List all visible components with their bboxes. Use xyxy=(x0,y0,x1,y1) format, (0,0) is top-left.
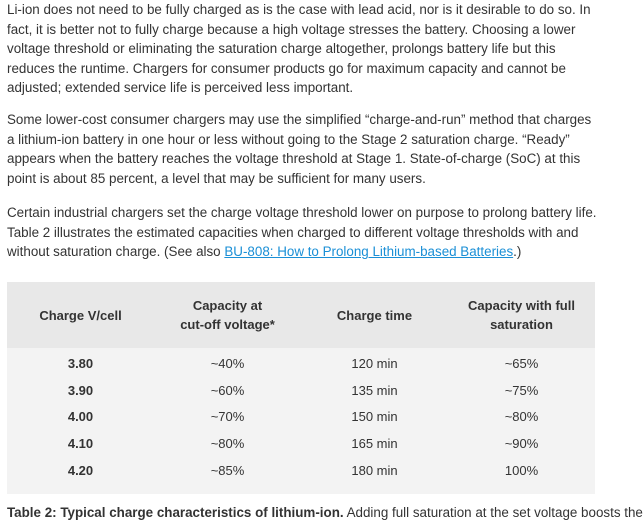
cell-charge-time: 180 min xyxy=(351,463,398,479)
cell-charge-time: 135 min xyxy=(351,382,398,398)
cell-charge-time: 150 min xyxy=(351,409,398,425)
cell-capacity-cutoff: ~60% xyxy=(210,382,245,398)
cell-charge-time: 120 min xyxy=(351,355,398,371)
cell-charge-time: 165 min xyxy=(351,436,398,452)
cell-voltage: 4.20 xyxy=(67,463,94,479)
header-capacity-full-line1: Capacity with full xyxy=(468,298,575,313)
cell-capacity-full: ~90% xyxy=(504,436,539,452)
paragraph-text-after-link: .) xyxy=(513,244,522,260)
cell-voltage: 4.10 xyxy=(67,436,94,452)
cell-capacity-cutoff: ~40% xyxy=(210,355,245,371)
cell-voltage: 4.00 xyxy=(67,409,94,425)
table-row xyxy=(7,377,595,404)
header-capacity-full-saturation xyxy=(448,282,595,348)
paragraph-charge-and-run: Some lower-cost consumer chargers may use the simplified “charge-and-run” method that charges a lithium-ion battery in one hour or less without going to the Stage 2 saturation charge. “Ready” appears when the battery reaches the voltage threshold at Stage 1. State-of-charge (SoC) at this point is about 85 percent, a level that may be sufficient for many users. xyxy=(7,112,592,186)
cell-capacity-cutoff: ~85% xyxy=(210,463,245,479)
cell-capacity-full: ~75% xyxy=(504,382,539,398)
cell-capacity-cutoff: ~80% xyxy=(210,436,245,452)
header-charge-time: Charge time xyxy=(336,307,413,323)
table-row xyxy=(7,350,595,377)
table-row xyxy=(7,430,595,457)
paragraph-charging-overview: Li-ion does not need to be fully charged as is the case with lead acid, nor is it desirable to do so. In fact, it is better not to fully charge because a high voltage stresses the battery. Choosing a lower voltage threshold or eliminating the saturation charge altogether, prolongs battery life but this reduces the runtime. Chargers for consumer products go for maximum capacity and cannot be adjusted; extended service life is perceived less important. xyxy=(7,2,591,96)
charge-characteristics-table xyxy=(7,282,595,494)
header-capacity-cutoff-line1: Capacity at xyxy=(192,298,263,313)
table-row xyxy=(7,404,595,431)
cell-voltage: 3.80 xyxy=(67,355,94,371)
table-row xyxy=(7,457,595,484)
bu-808-link[interactable]: BU-808: How to Prolong Lithium-based Batteries xyxy=(224,244,514,260)
paragraph-text-before-link: Certain industrial chargers set the charge voltage threshold lower on purpose to prolong battery life. Table 2 illustrates the estimated capacities when charged to different voltage thresholds with and without saturation charge. (See also xyxy=(7,205,597,260)
table-header xyxy=(7,282,595,348)
cell-capacity-full: ~80% xyxy=(504,409,539,425)
header-charge-v-cell: Charge V/cell xyxy=(39,307,122,323)
table-caption-text: Adding full saturation at the set voltage boosts the xyxy=(343,505,643,520)
cell-voltage: 3.90 xyxy=(67,382,94,398)
table-caption-title: Table 2: Typical charge characteristics of lithium-ion. xyxy=(7,505,344,520)
cell-capacity-full: ~65% xyxy=(504,355,539,371)
cell-capacity-full: 100% xyxy=(504,463,539,479)
header-capacity-full-line2: saturation xyxy=(490,317,553,332)
table-body xyxy=(7,348,595,494)
header-capacity-cutoff-line2: cut-off voltage* xyxy=(180,317,275,332)
paragraph-industrial-chargers xyxy=(7,203,597,262)
header-capacity-cutoff xyxy=(154,282,301,348)
cell-capacity-cutoff: ~70% xyxy=(210,409,245,425)
table-caption xyxy=(7,503,643,522)
